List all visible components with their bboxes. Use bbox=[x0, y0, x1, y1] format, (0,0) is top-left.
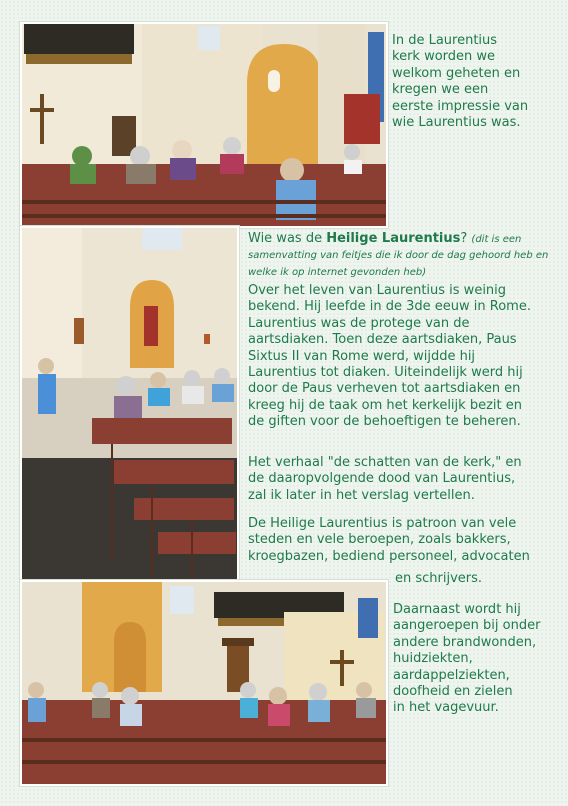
intro-line: eerste impressie van bbox=[392, 98, 529, 114]
para4-line: andere brandwonden, bbox=[393, 634, 537, 650]
para1-line: de giften voor de behoeftigen te beheren. bbox=[248, 414, 521, 430]
heading-prefix: Wie was de bbox=[248, 231, 327, 246]
para3-line: De Heilige Laurentius is patroon van vele bbox=[248, 516, 517, 531]
heading-title: Heilige Laurentius bbox=[326, 231, 461, 246]
para1-line: Laurentius tot diaken. Uiteindelijk werd hij bbox=[248, 365, 523, 381]
para3-last-line: en schrijvers. bbox=[395, 571, 483, 586]
para1-line: aartsdiaken. Toen deze aartsdiaken, Paus bbox=[248, 332, 517, 348]
intro-line: kerk worden we bbox=[392, 49, 496, 65]
intro-text bbox=[392, 33, 562, 131]
para3-line: steden en vele beroepen, zoals bakkers, bbox=[248, 532, 511, 548]
para1-line: door de Paus verheven tot aartsdiaken en bbox=[248, 381, 521, 397]
para2-line: zal ik later in het verslag vertellen. bbox=[248, 487, 475, 503]
intro-line: In de Laurentius bbox=[392, 33, 498, 48]
para1-line: Over het leven van Laurentius is weinig bbox=[248, 283, 507, 298]
section-heading bbox=[248, 231, 564, 280]
para3-line: kroegbazen, bediend personeel, advocaten bbox=[248, 548, 530, 564]
paragraph-story bbox=[248, 455, 564, 504]
para1-line: bekend. Hij leefde in de 3de eeuw in Rome. bbox=[248, 299, 531, 315]
para1-line: kreeg hij de taak om het kerkelijk bezit en bbox=[248, 397, 522, 413]
para1-line: Laurentius was de protege van de bbox=[248, 315, 470, 331]
para1-line: Sixtus II van Rome werd, wijdde hij bbox=[248, 348, 476, 364]
paragraph-invoked bbox=[393, 602, 563, 717]
para4-line: doofheid en zielen bbox=[393, 684, 513, 700]
paragraph-life bbox=[248, 283, 564, 431]
para4-line: in het vagevuur. bbox=[393, 700, 499, 716]
church-interior-photo-3 bbox=[20, 580, 388, 786]
heading-note: (dit is een samenvatting van feitjes die ik door de dag gehoord heb en welke ik op internet gevonden heb) bbox=[248, 234, 549, 278]
para4-line: aardappelziekten, bbox=[393, 667, 510, 683]
para4-line: huidziekten, bbox=[393, 651, 473, 667]
intro-line: welkom geheten en bbox=[392, 65, 521, 81]
paragraph-patron-end bbox=[395, 571, 563, 587]
intro-line: kregen we een bbox=[392, 82, 489, 98]
paragraph-patron bbox=[248, 516, 564, 565]
para2-line: de daaropvolgende dood van Laurentius, bbox=[248, 471, 516, 487]
intro-line: wie Laurentius was. bbox=[392, 115, 521, 131]
para4-line: aangeroepen bij onder bbox=[393, 618, 541, 634]
church-interior-photo-2 bbox=[20, 226, 239, 582]
church-interior-photo-1 bbox=[20, 22, 388, 228]
heading-suffix: ? bbox=[460, 231, 472, 246]
para4-line: Daarnaast wordt hij bbox=[393, 602, 521, 617]
para2-line: Het verhaal "de schatten van de kerk," en bbox=[248, 455, 522, 470]
